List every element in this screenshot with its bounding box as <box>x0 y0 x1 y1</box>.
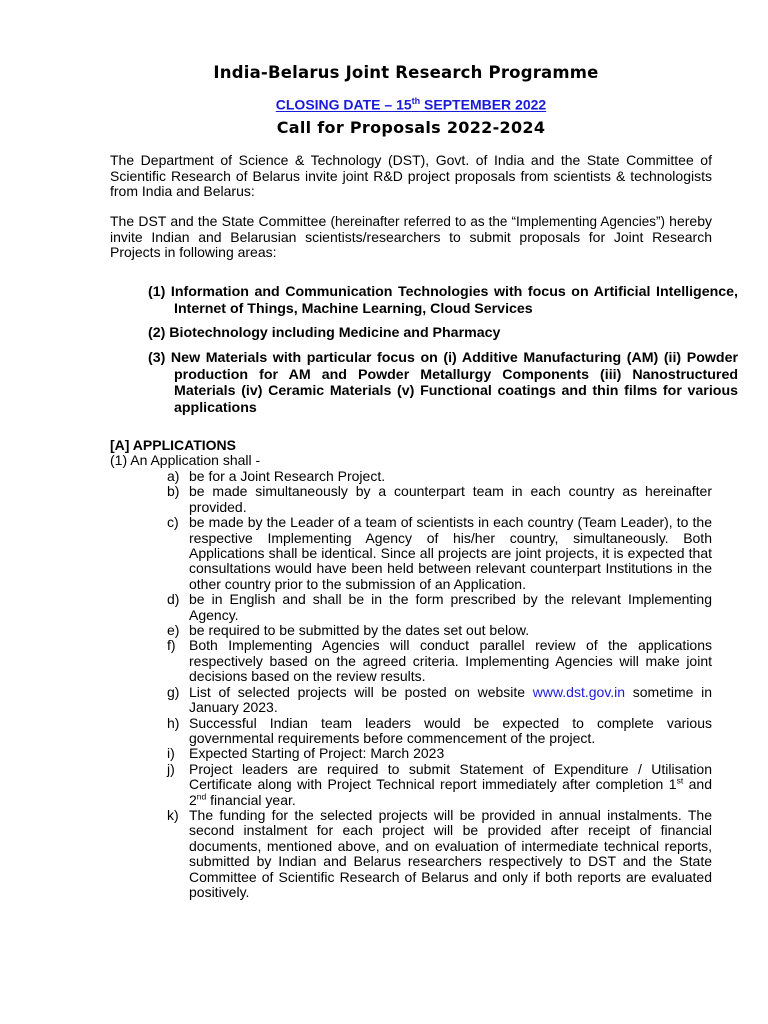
research-area-1: (1) Information and Communication Technologies with focus on Artificial Intelligence, Internet of Things, Machine Learning, Cloud Services <box>148 284 738 317</box>
research-area-3: (3) New Materials with particular focus on (i) Additive Manufacturing (AM) (ii) Powder production for AM and Powder Metallurgy Components (iii) Nanostructured Materials (iv) Ceramic Materials (v) Functional coatings and thin films for various applications <box>148 350 738 416</box>
list-item: d) be in English and shall be in the form prescribed by the relevant Implementing Agency. <box>167 591 712 623</box>
list-item: k) The funding for the selected projects will be provided in annual instalments. The second instalment for each project will be provided after receipt of financial documents, mentioned above, and on evaluation of intermediate technical reports, submitted by Indian and Belarus researchers respectively to DST and the State Committee of Scientific Research of Belarus and only if both reports are evaluated positively. <box>167 806 712 900</box>
closing-date: CLOSING DATE – 15th SEPTEMBER 2022 <box>275 96 547 113</box>
list-item: f) Both Implementing Agencies will conduct parallel review of the applications respectively based on the agreed criteria. Implementing Agencies will make joint decisions based on the review results. <box>167 637 712 685</box>
list-item: j) Project leaders are required to submit Statement of Expenditure / Utilisation Certificate along with Project Technical report immediately after completion 1st and 2nd financial year. <box>167 760 712 808</box>
applications-heading: [A] APPLICATIONS <box>110 437 236 453</box>
intro-paragraph-2: The DST and the State Committee (hereinafter referred to as the “Implementing Agencies”) hereby invite Indian and Belarusian scientists/researchers to submit proposals for Joint Research Projects in following areas: <box>110 213 712 260</box>
applications-intro: (1) An Application shall - <box>110 452 261 468</box>
research-area-2: (2) Biotechnology including Medicine and Pharmacy <box>148 325 501 341</box>
list-item: g) List of selected projects will be posted on website www.dst.gov.in sometime in January 2023. <box>167 683 712 716</box>
list-item: e) be required to be submitted by the dates set out below. <box>167 622 530 639</box>
intro-paragraph-1: The Department of Science & Technology (DST), Govt. of India and the State Committee of Scientific Research of Belarus invite joint R&D project proposals from scientists & technologists from India and Belarus: <box>110 152 712 199</box>
list-item: h) Successful Indian team leaders would be expected to complete various governmental requirements before commencement of the project. <box>167 714 712 746</box>
list-item: b) be made simultaneously by a counterpart team in each country as hereinafter provided. <box>167 483 712 515</box>
dst-website-link[interactable]: www.dst.gov.in <box>532 683 626 700</box>
list-item: i) Expected Starting of Project: March 2023 <box>167 745 445 762</box>
list-item: a) be for a Joint Research Project. <box>167 468 386 484</box>
call-for-proposals-heading: Call for Proposals 2022-2024 <box>276 118 546 137</box>
document-title: India-Belarus Joint Research Programme <box>213 63 599 82</box>
applications-list <box>167 469 712 900</box>
list-item: c) be made by the Leader of a team of scientists in each country (Team Leader), to the respective Implementing Agency of his/her country, simultaneously. Both Applications shall be identical. Since all projects are joint projects, it is expected that consultations would have been held between relevant counterpart Institutions in the other country prior to the submission of an Application. <box>167 514 712 592</box>
